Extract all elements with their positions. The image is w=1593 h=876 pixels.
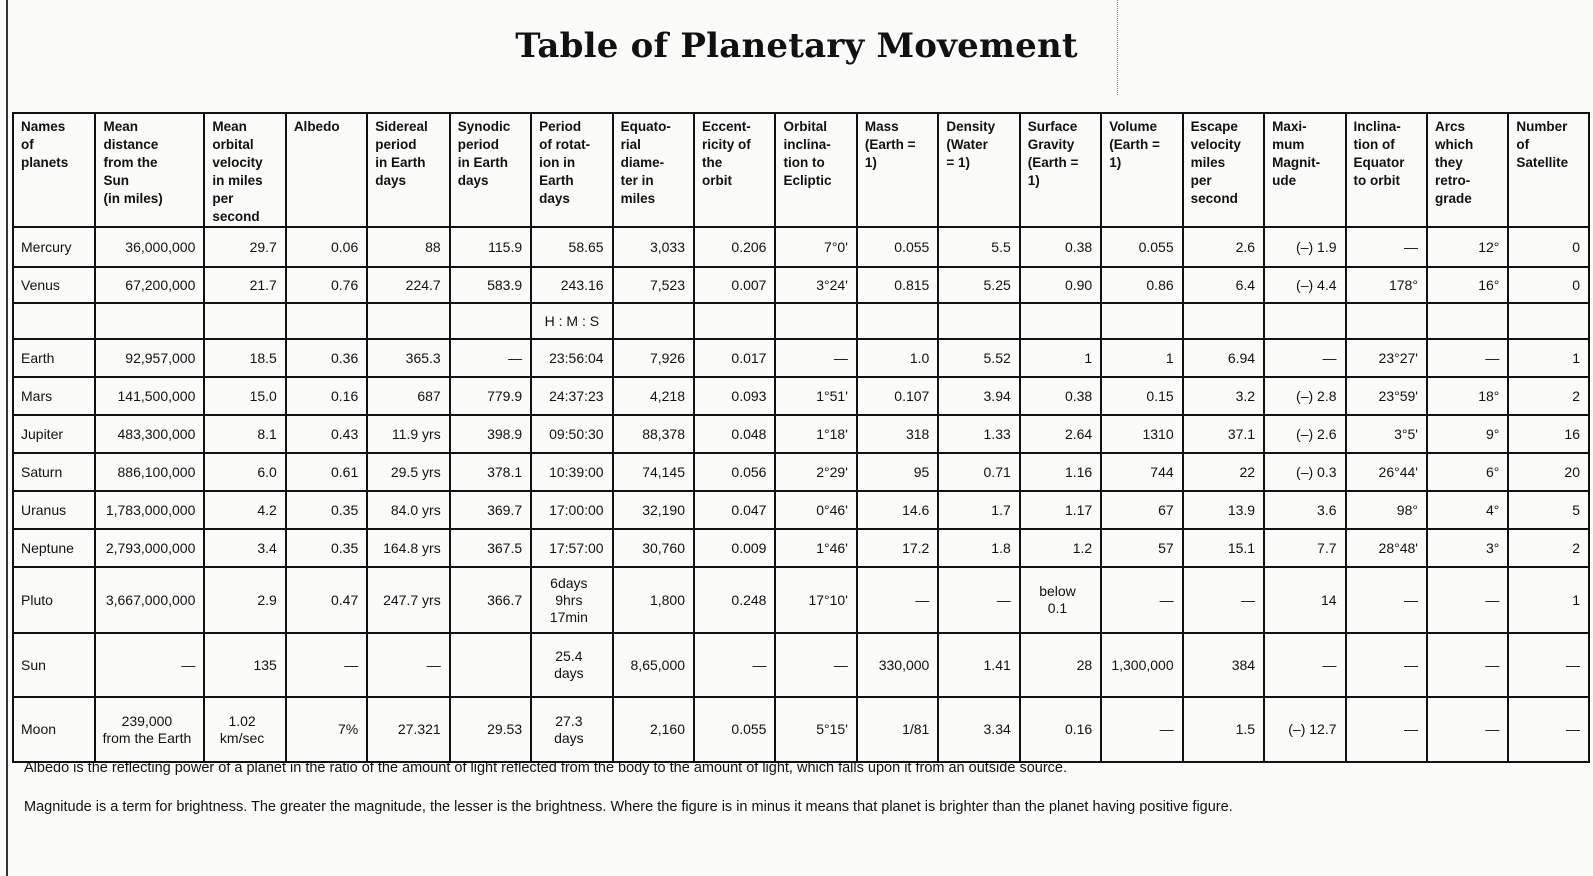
table-cell: 6.94 — [1183, 339, 1264, 377]
col-header: Mean distance from the Sun (in miles) — [95, 113, 204, 227]
table-cell: 0.055 — [857, 227, 938, 267]
table-cell: 0.048 — [694, 415, 775, 453]
table-cell: 0.86 — [1101, 267, 1182, 303]
table-cell — [204, 303, 285, 339]
table-cell: 378.1 — [450, 453, 531, 491]
table-cell: 3.94 — [938, 377, 1019, 415]
col-header: Period of rotat- ion in Earth days — [531, 113, 612, 227]
table-cell: 5.5 — [938, 227, 1019, 267]
table-cell: 14 — [1264, 567, 1345, 633]
table-cell: 1.2 — [1020, 529, 1101, 567]
table-cell: 23°27' — [1346, 339, 1427, 377]
table-cell: 367.5 — [450, 529, 531, 567]
table-row — [13, 377, 1589, 415]
table-cell: 2.9 — [204, 567, 285, 633]
table-cell: 744 — [1101, 453, 1182, 491]
table-cell — [1183, 303, 1264, 339]
table-row — [13, 415, 1589, 453]
table-cell: 0.056 — [694, 453, 775, 491]
table-cell: — — [775, 339, 856, 377]
table-cell: 141,500,000 — [95, 377, 204, 415]
table-cell: 5.52 — [938, 339, 1019, 377]
table-cell: 14.6 — [857, 491, 938, 529]
table-cell: 1.02 km/sec — [204, 697, 285, 762]
table-cell: below 0.1 — [1020, 567, 1101, 633]
table-cell: 25.4 days — [531, 633, 612, 697]
table-cell: 10:39:00 — [531, 453, 612, 491]
col-header: Volume (Earth = 1) — [1101, 113, 1182, 227]
table-cell — [450, 303, 531, 339]
table-cell: 3,033 — [613, 227, 694, 267]
table-cell: — — [1427, 567, 1508, 633]
table-cell: 0.815 — [857, 267, 938, 303]
table-cell: 29.53 — [450, 697, 531, 762]
table-cell: 84.0 yrs — [367, 491, 449, 529]
table-cell: 22 — [1183, 453, 1264, 491]
planet-name-cell: Jupiter — [13, 415, 95, 453]
table-cell: 23°59' — [1346, 377, 1427, 415]
table-cell: 366.7 — [450, 567, 531, 633]
table-cell: 330,000 — [857, 633, 938, 697]
table-cell: 135 — [204, 633, 285, 697]
table-cell: 1.41 — [938, 633, 1019, 697]
table-cell: 3.2 — [1183, 377, 1264, 415]
table-cell: 1310 — [1101, 415, 1182, 453]
col-header: Number of Satellite — [1508, 113, 1589, 227]
table-cell: — — [694, 633, 775, 697]
table-cell: — — [1101, 567, 1182, 633]
table-cell: 2.6 — [1183, 227, 1264, 267]
planet-name-cell: Moon — [13, 697, 95, 762]
table-cell — [1264, 303, 1345, 339]
table-row — [13, 491, 1589, 529]
planetary-table — [12, 112, 1590, 763]
table-cell: 88,378 — [613, 415, 694, 453]
table-cell: 0.16 — [286, 377, 367, 415]
table-cell — [775, 303, 856, 339]
table-cell: (–) 4.4 — [1264, 267, 1345, 303]
table-cell: 7.7 — [1264, 529, 1345, 567]
table-cell: 1 — [1508, 339, 1589, 377]
table-cell: 8,65,000 — [613, 633, 694, 697]
table-cell: 23:56:04 — [531, 339, 612, 377]
table-cell: 27.3 days — [531, 697, 612, 762]
col-header: Escape velocity miles per second — [1183, 113, 1264, 227]
col-header: Equato- rial diame- ter in miles — [613, 113, 694, 227]
table-cell — [857, 303, 938, 339]
table-cell — [694, 303, 775, 339]
table-cell: 24:37:23 — [531, 377, 612, 415]
table-cell: 243.16 — [531, 267, 612, 303]
table-row — [13, 529, 1589, 567]
table-cell: 178° — [1346, 267, 1427, 303]
table-cell: — — [1346, 697, 1427, 762]
table-cell: 0.71 — [938, 453, 1019, 491]
table-cell — [938, 303, 1019, 339]
table-cell: 1/81 — [857, 697, 938, 762]
table-cell: 4° — [1427, 491, 1508, 529]
table-cell: 115.9 — [450, 227, 531, 267]
table-cell: — — [857, 567, 938, 633]
table-cell: 318 — [857, 415, 938, 453]
table-cell: 0.35 — [286, 529, 367, 567]
table-cell: 0.017 — [694, 339, 775, 377]
table-cell: 687 — [367, 377, 449, 415]
table-cell: (–) 1.9 — [1264, 227, 1345, 267]
table-cell: — — [1183, 567, 1264, 633]
table-cell: 0.16 — [1020, 697, 1101, 762]
planet-name-cell: Uranus — [13, 491, 95, 529]
col-header: Inclina- tion of Equator to orbit — [1346, 113, 1427, 227]
table-cell: 0.093 — [694, 377, 775, 415]
table-cell: 11.9 yrs — [367, 415, 449, 453]
table-cell — [1020, 303, 1101, 339]
table-cell — [613, 303, 694, 339]
table-cell: — — [1508, 633, 1589, 697]
table-row — [13, 633, 1589, 697]
table-cell: 0.06 — [286, 227, 367, 267]
table-cell: 0.047 — [694, 491, 775, 529]
table-cell: 0.90 — [1020, 267, 1101, 303]
table-cell: 6days 9hrs 17min — [531, 567, 612, 633]
table-cell: 7% — [286, 697, 367, 762]
table-cell: 3.34 — [938, 697, 1019, 762]
table-cell: 0.47 — [286, 567, 367, 633]
table-cell: 247.7 yrs — [367, 567, 449, 633]
table-cell: 36,000,000 — [95, 227, 204, 267]
table-cell: 17°10' — [775, 567, 856, 633]
planet-name-cell — [13, 303, 95, 339]
table-cell: — — [1264, 339, 1345, 377]
table-cell: — — [450, 339, 531, 377]
table-cell — [286, 303, 367, 339]
table-cell: — — [1346, 567, 1427, 633]
table-cell: 0.009 — [694, 529, 775, 567]
table-cell: 1°18' — [775, 415, 856, 453]
table-cell: 0.38 — [1020, 377, 1101, 415]
table-cell: — — [938, 567, 1019, 633]
table-row — [13, 303, 1589, 339]
table-cell: (–) 12.7 — [1264, 697, 1345, 762]
table-cell: 28°48' — [1346, 529, 1427, 567]
col-header: Surface Gravity (Earth = 1) — [1020, 113, 1101, 227]
table-cell: 18° — [1427, 377, 1508, 415]
col-header: Names of planets — [13, 113, 95, 227]
table-cell — [1101, 303, 1182, 339]
table-cell: 583.9 — [450, 267, 531, 303]
table-row — [13, 453, 1589, 491]
table-cell: 6° — [1427, 453, 1508, 491]
col-header: Maxi- mum Magnit- ude — [1264, 113, 1345, 227]
table-cell: 3.4 — [204, 529, 285, 567]
table-cell: 5.25 — [938, 267, 1019, 303]
table-cell: 1°51' — [775, 377, 856, 415]
table-cell: 3°24' — [775, 267, 856, 303]
table-cell: 27.321 — [367, 697, 449, 762]
table-cell: 29.7 — [204, 227, 285, 267]
table-cell: 4,218 — [613, 377, 694, 415]
table-cell: 9° — [1427, 415, 1508, 453]
table-cell: — — [1427, 339, 1508, 377]
table-cell: — — [1264, 633, 1345, 697]
table-cell: 58.65 — [531, 227, 612, 267]
table-cell: 0.38 — [1020, 227, 1101, 267]
table-cell: 74,145 — [613, 453, 694, 491]
table-cell: 369.7 — [450, 491, 531, 529]
table-cell: 7,926 — [613, 339, 694, 377]
table-cell: 8.1 — [204, 415, 285, 453]
planet-name-cell: Saturn — [13, 453, 95, 491]
table-cell: 2 — [1508, 377, 1589, 415]
table-cell: 398.9 — [450, 415, 531, 453]
table-cell: 886,100,000 — [95, 453, 204, 491]
table-cell: 4.2 — [204, 491, 285, 529]
table-cell: 1 — [1020, 339, 1101, 377]
table-cell: 2°29' — [775, 453, 856, 491]
table-cell: 67 — [1101, 491, 1182, 529]
table-cell: — — [775, 633, 856, 697]
table-cell: 67,200,000 — [95, 267, 204, 303]
table-cell: 92,957,000 — [95, 339, 204, 377]
planet-name-cell: Sun — [13, 633, 95, 697]
page-left-border — [6, 0, 8, 876]
table-cell: 3.6 — [1264, 491, 1345, 529]
table-cell — [1346, 303, 1427, 339]
table-cell: 13.9 — [1183, 491, 1264, 529]
table-cell: 88 — [367, 227, 449, 267]
header-row — [13, 113, 1589, 227]
albedo-note: Albedo is the reflecting power of a planet in the ratio of the amount of light reflected from the body to the amount of light, which falls upon it from an outside source. — [24, 760, 1067, 776]
table-cell: 0.61 — [286, 453, 367, 491]
table-cell: 98° — [1346, 491, 1427, 529]
table-cell: 0.43 — [286, 415, 367, 453]
table-cell: 1,300,000 — [1101, 633, 1182, 697]
table-cell: 16 — [1508, 415, 1589, 453]
col-header: Density (Water = 1) — [938, 113, 1019, 227]
table-cell: 17:00:00 — [531, 491, 612, 529]
table-cell: 0 — [1508, 227, 1589, 267]
table-cell: — — [1101, 697, 1182, 762]
table-cell: — — [286, 633, 367, 697]
table-cell: 21.7 — [204, 267, 285, 303]
table-cell: 164.8 yrs — [367, 529, 449, 567]
table-cell: 3° — [1427, 529, 1508, 567]
col-header: Eccent- ricity of the orbit — [694, 113, 775, 227]
table-cell: 365.3 — [367, 339, 449, 377]
table-cell: 12° — [1427, 227, 1508, 267]
planet-name-cell: Earth — [13, 339, 95, 377]
table-cell: 779.9 — [450, 377, 531, 415]
table-cell: 32,190 — [613, 491, 694, 529]
table-body — [13, 227, 1589, 762]
planet-name-cell: Mars — [13, 377, 95, 415]
table-cell: 15.0 — [204, 377, 285, 415]
table-cell: 17.2 — [857, 529, 938, 567]
table-row — [13, 267, 1589, 303]
magnitude-note: Magnitude is a term for brightness. The greater the magnitude, the lesser is the brightness. Where the figure is in minus it means that planet is brighter than the planet having positive figure. — [24, 799, 1233, 815]
table-cell: — — [1427, 697, 1508, 762]
table-cell: 0.248 — [694, 567, 775, 633]
col-header: Arcs which they retro- grade — [1427, 113, 1508, 227]
table-cell: 0°46' — [775, 491, 856, 529]
table-cell: 6.0 — [204, 453, 285, 491]
table-cell — [450, 633, 531, 697]
table-cell: — — [95, 633, 204, 697]
table-cell: 1.33 — [938, 415, 1019, 453]
table-cell — [1427, 303, 1508, 339]
table-cell: 1.5 — [1183, 697, 1264, 762]
col-header: Mass (Earth = 1) — [857, 113, 938, 227]
table-cell: 384 — [1183, 633, 1264, 697]
table-cell: 1.0 — [857, 339, 938, 377]
table-cell: — — [1427, 633, 1508, 697]
table-cell: H : M : S — [531, 303, 612, 339]
table-cell: 0 — [1508, 267, 1589, 303]
table-cell: 224.7 — [367, 267, 449, 303]
table-cell: 1,800 — [613, 567, 694, 633]
table-cell: 2 — [1508, 529, 1589, 567]
table-cell: 09:50:30 — [531, 415, 612, 453]
table-cell: 0.36 — [286, 339, 367, 377]
table-cell: 1.16 — [1020, 453, 1101, 491]
table-cell: 0.15 — [1101, 377, 1182, 415]
planet-name-cell: Neptune — [13, 529, 95, 567]
table-cell: 1.17 — [1020, 491, 1101, 529]
table-cell: 0.206 — [694, 227, 775, 267]
col-header: Orbital inclina- tion to Ecliptic — [775, 113, 856, 227]
table-cell — [1508, 303, 1589, 339]
table-cell: — — [1346, 227, 1427, 267]
table-row — [13, 339, 1589, 377]
table-cell: 0.007 — [694, 267, 775, 303]
table-cell: 2,160 — [613, 697, 694, 762]
table-cell: 57 — [1101, 529, 1182, 567]
planet-name-cell: Mercury — [13, 227, 95, 267]
table-cell: 1 — [1101, 339, 1182, 377]
table-cell — [95, 303, 204, 339]
table-cell: 15.1 — [1183, 529, 1264, 567]
table-cell: 28 — [1020, 633, 1101, 697]
page-title: Table of Planetary Movement — [515, 26, 1078, 66]
table-cell: 16° — [1427, 267, 1508, 303]
table-cell: — — [1508, 697, 1589, 762]
table-cell: 0.35 — [286, 491, 367, 529]
table-cell: — — [367, 633, 449, 697]
table-cell: 2,793,000,000 — [95, 529, 204, 567]
col-header: Mean orbital velocity in miles per second — [204, 113, 285, 227]
col-header: Sidereal period in Earth days — [367, 113, 449, 227]
table-cell: (–) 2.8 — [1264, 377, 1345, 415]
table-row — [13, 697, 1589, 762]
table-row — [13, 227, 1589, 267]
table-cell: 7,523 — [613, 267, 694, 303]
table-cell: 0.055 — [694, 697, 775, 762]
col-header: Synodic period in Earth days — [450, 113, 531, 227]
table-cell: 29.5 yrs — [367, 453, 449, 491]
table-cell: 26°44' — [1346, 453, 1427, 491]
table-cell: 1°46' — [775, 529, 856, 567]
table-cell: (–) 2.6 — [1264, 415, 1345, 453]
table-cell: 1.8 — [938, 529, 1019, 567]
table-cell: 95 — [857, 453, 938, 491]
table-cell: 5 — [1508, 491, 1589, 529]
table-cell: 0.107 — [857, 377, 938, 415]
table-cell: 7°0' — [775, 227, 856, 267]
table-cell: 5°15' — [775, 697, 856, 762]
table-cell: 17:57:00 — [531, 529, 612, 567]
table-cell: 1 — [1508, 567, 1589, 633]
planet-name-cell: Pluto — [13, 567, 95, 633]
col-header: Albedo — [286, 113, 367, 227]
table-cell: 0.055 — [1101, 227, 1182, 267]
table-cell: 2.64 — [1020, 415, 1101, 453]
table-row — [13, 567, 1589, 633]
table-cell: 37.1 — [1183, 415, 1264, 453]
table-cell: 18.5 — [204, 339, 285, 377]
table-cell: 1.7 — [938, 491, 1019, 529]
table-cell: 239,000 from the Earth — [95, 697, 204, 762]
table-cell: 483,300,000 — [95, 415, 204, 453]
table-cell: 20 — [1508, 453, 1589, 491]
table-cell: 3,667,000,000 — [95, 567, 204, 633]
table-cell: 6.4 — [1183, 267, 1264, 303]
table-cell — [367, 303, 449, 339]
table-cell: 0.76 — [286, 267, 367, 303]
table-cell: 30,760 — [613, 529, 694, 567]
table-cell: — — [1346, 633, 1427, 697]
table-cell: 1,783,000,000 — [95, 491, 204, 529]
planet-name-cell: Venus — [13, 267, 95, 303]
table-cell: 3°5' — [1346, 415, 1427, 453]
table-cell: (–) 0.3 — [1264, 453, 1345, 491]
